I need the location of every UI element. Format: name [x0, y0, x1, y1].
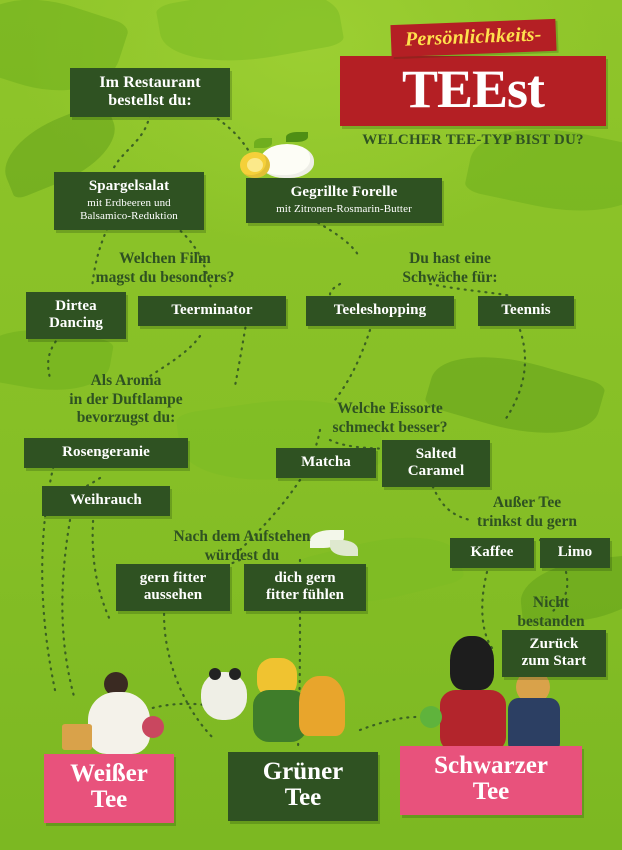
- title-subtitle: WELCHER TEE-TYP BIST DU?: [362, 132, 584, 148]
- node-limo[interactable]: [540, 538, 610, 568]
- node-zurueck-zum-start[interactable]: [502, 630, 606, 677]
- node-label: Dirtea Dancing: [48, 298, 104, 331]
- question-aroma: Als Aroma in der Duftlampe bevorzugst du:: [69, 372, 183, 427]
- node-label: Weihrauch: [70, 492, 142, 508]
- node-label: Teeleshopping: [333, 302, 427, 318]
- node-sublabel: mit Zitronen-Rosmarin-Butter: [276, 202, 412, 215]
- question-nicht-bestanden: Nicht bestanden: [517, 594, 585, 630]
- node-weihrauch[interactable]: [42, 486, 170, 516]
- node-dirtea-dancing[interactable]: [26, 292, 126, 339]
- node-label: Kaffee: [470, 544, 514, 560]
- node-fitter-aussehen[interactable]: [116, 564, 230, 611]
- question-schwaeche: Du hast eine Schwäche für:: [402, 250, 498, 286]
- question-film: Welchen Film magst du besonders?: [95, 250, 235, 286]
- node-teennis[interactable]: [478, 296, 574, 326]
- node-salted-caramel[interactable]: [382, 440, 490, 487]
- node-kaffee[interactable]: [450, 538, 534, 568]
- node-label: Zurück zum Start: [521, 636, 587, 669]
- node-label: gern fitter aussehen: [139, 570, 207, 603]
- question-ausser-tee: Außer Tee trinkst du gern: [477, 494, 577, 530]
- leaf-decoration: [155, 0, 344, 75]
- title-kicker: Persönlichkeits-: [390, 19, 556, 57]
- node-fitter-fuehlen[interactable]: [244, 564, 366, 611]
- node-label: Rosengeranie: [62, 444, 150, 460]
- poster-title-block: [340, 22, 606, 149]
- node-label: Teennis: [501, 302, 551, 318]
- node-label: Im Restaurant bestellst du:: [99, 74, 201, 109]
- result-label: Grüner Tee: [262, 758, 344, 812]
- question-eissorte: Welche Eissorte schmeckt besser?: [332, 400, 448, 436]
- result-weisser-tee[interactable]: [44, 754, 174, 823]
- node-label: dich gern fitter fühlen: [265, 570, 345, 603]
- result-schwarzer-tee[interactable]: [400, 746, 582, 815]
- node-rosengeranie[interactable]: [24, 438, 188, 468]
- result-gruener-tee[interactable]: [228, 752, 378, 821]
- node-gegrillte-forelle[interactable]: [246, 178, 442, 223]
- node-label: Salted Caramel: [407, 446, 465, 479]
- gruener-tee-illustration: [195, 650, 360, 765]
- node-teeleshopping[interactable]: [306, 296, 454, 326]
- node-label: Matcha: [301, 454, 351, 470]
- question-aufstehen: Nach dem Aufstehen würdest du: [173, 528, 311, 564]
- node-matcha[interactable]: [276, 448, 376, 478]
- node-label: Spargelsalat: [88, 178, 170, 194]
- node-label: Limo: [557, 544, 593, 560]
- result-label: Weißer Tee: [70, 760, 148, 814]
- page-title: TEEst: [340, 56, 606, 126]
- node-label: Teerminator: [171, 302, 253, 318]
- node-label: Gegrillte Forelle: [290, 184, 398, 200]
- result-label: Schwarzer Tee: [434, 752, 548, 806]
- node-teerminator[interactable]: [138, 296, 286, 326]
- node-spargelsalat[interactable]: [54, 172, 204, 230]
- node-sublabel: mit Erdbeeren und Balsamico-Reduktion: [80, 196, 178, 222]
- node-im-restaurant[interactable]: [70, 68, 230, 117]
